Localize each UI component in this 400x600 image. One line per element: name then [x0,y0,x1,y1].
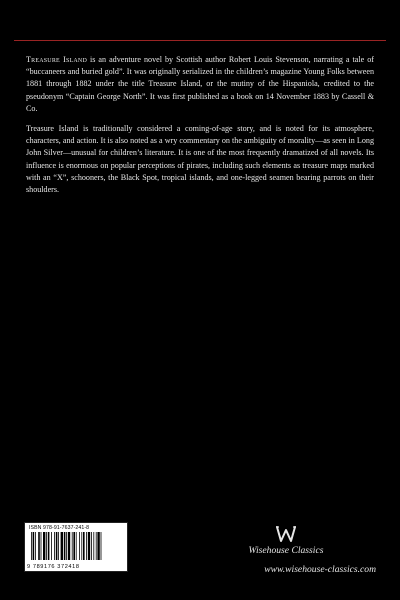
top-rule [14,40,386,41]
isbn-label: ISBN 978-91-7637-241-8 [29,525,90,531]
publisher-block [196,525,376,557]
book-title: Treasure Island [26,55,87,64]
blurb-paragraph-1-text: is an adventure novel by Scottish author Robert Louis Stevenson, narrating a tale of “buccaneers and buried gold”. It was originally serialized in the children’s magazine Young Folks between 1881 through 1882 under the title Treasure Island, or the mutiny of the Hispaniola, credited to the pseudonym “Captain George North”. It was first published as a book on 14 November 1883 by Cassell & Co. [26,55,374,113]
blurb-paragraph-2: Treasure Island is traditionally considered a coming-of-age story, and is noted for its atmosphere, characters, and action. It is also noted as a wry commentary on the ambiguity of morality—as seen in Long John Silver—unusual for children’s literature. It is one of the most frequently dramatized of all novels. Its influence is enormous on popular perceptions of pirates, including such elements as treasure maps marked with an “X”, schooners, the Black Spot, tropical islands, and one-legged seamen bearing parrots on their shoulders. [26,124,374,195]
w-logo-icon [276,525,296,543]
blurb-paragraph-1 [26,54,374,115]
barcode-digits: 9 789176 372418 [27,564,80,570]
blurb [26,54,374,204]
barcode [24,522,128,572]
publisher-name: Wisehouse Classics [248,545,324,556]
barcode-bars [30,532,122,560]
publisher-url: www.wisehouse-classics.com [264,564,376,575]
